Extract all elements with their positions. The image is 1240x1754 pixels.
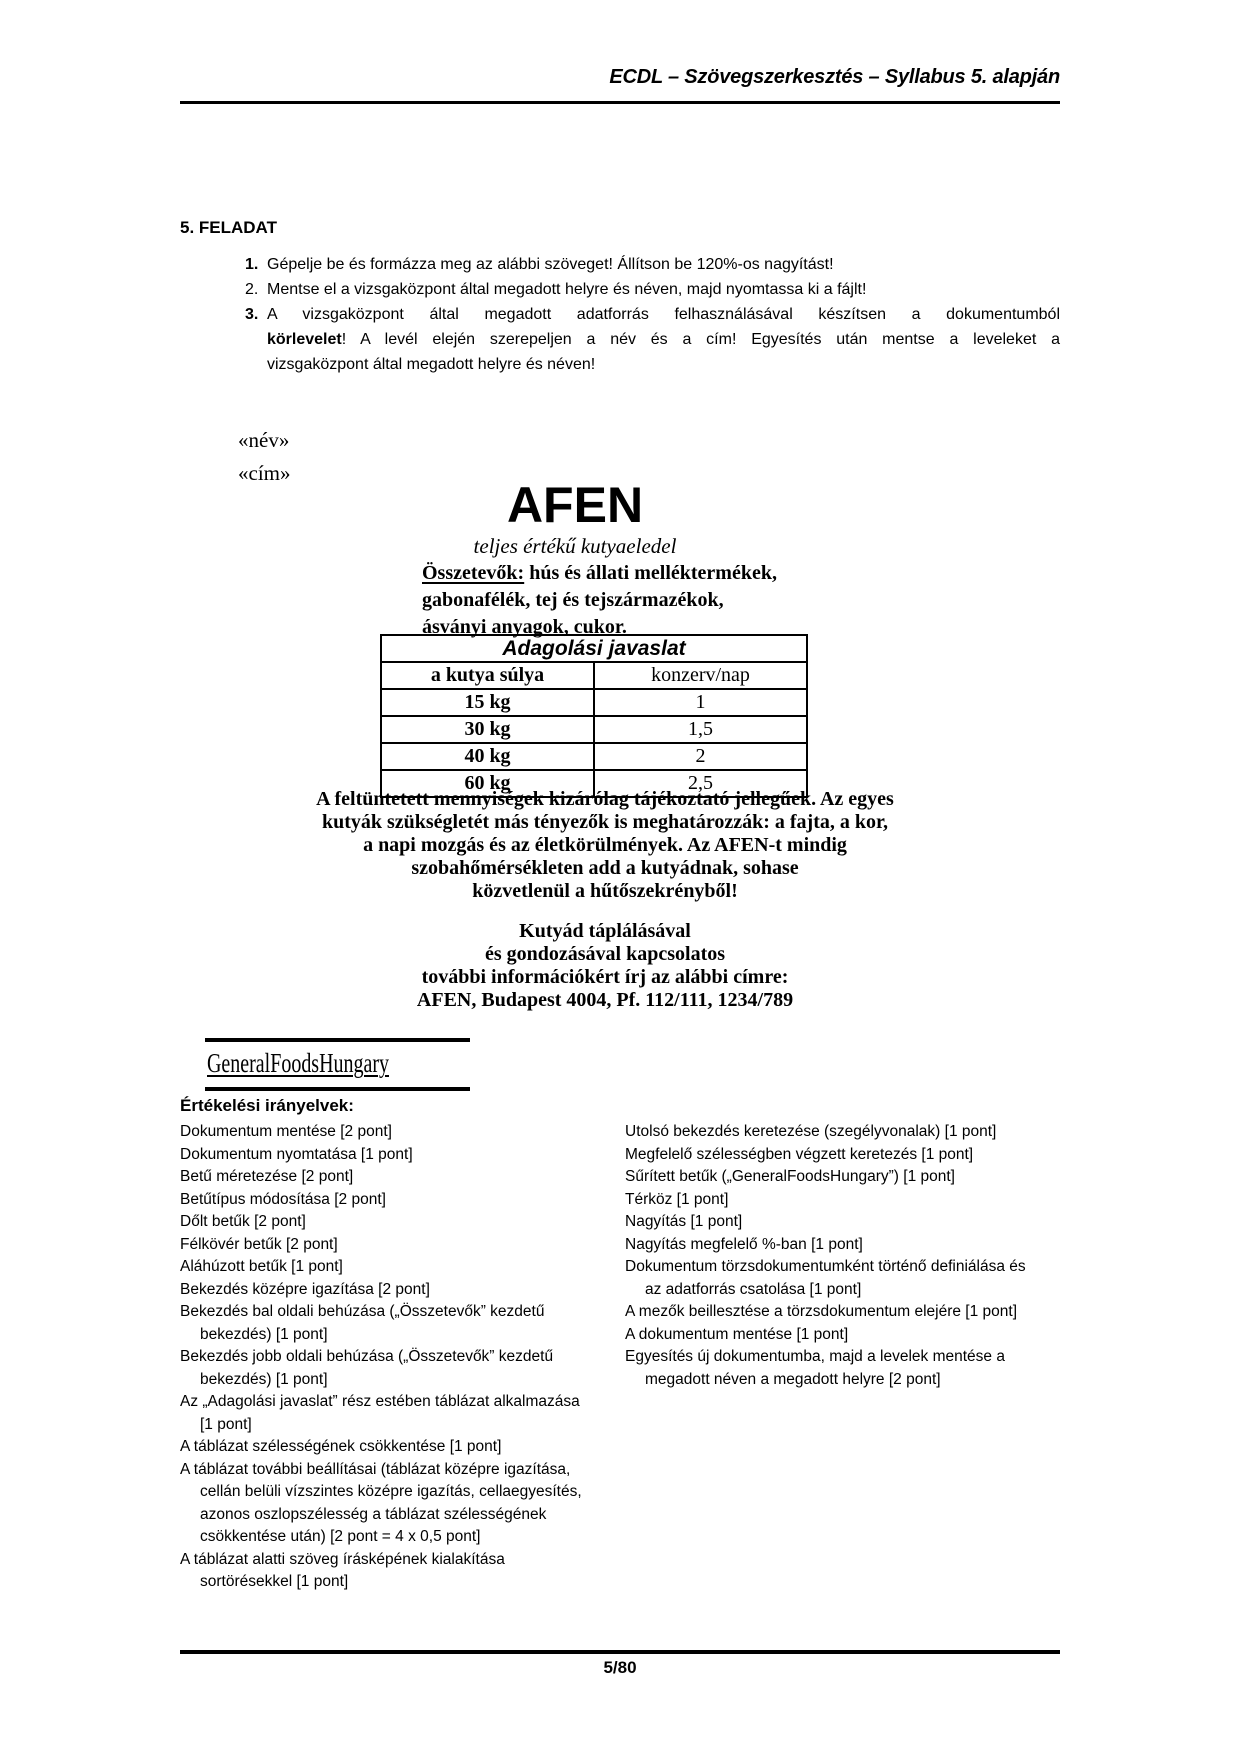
table-cell: 15 kg [381, 689, 594, 716]
eval-item-line: Nagyítás [1 pont] [625, 1213, 743, 1230]
eval-item [180, 1166, 625, 1189]
eval-item-line: Dokumentum törzsdokumentumként történő definiálása és [625, 1258, 1026, 1275]
task-item-number: 1. [245, 256, 259, 273]
task-list [180, 252, 1060, 377]
eval-item [625, 1144, 1075, 1167]
eval-item-line: Sűrített betűk („GeneralFoodsHungary”) [1 pont] [625, 1168, 955, 1185]
eval-item-line: Betűtípus módosítása [2 pont] [180, 1190, 386, 1208]
merge-fields: «név» «cím» [238, 428, 291, 485]
eval-item-line: Aláhúzott betűk [1 pont] [180, 1258, 343, 1275]
dosage-table [380, 634, 808, 798]
task-heading: 5. FELADAT [180, 218, 277, 237]
eval-item-line: Térköz [1 pont] [625, 1190, 729, 1208]
eval-item-line: A táblázat további beállításai (táblázat középre igazítása, [180, 1460, 571, 1478]
task-item-number: 2. [245, 281, 259, 298]
ingredients-label: Összetevők: [422, 562, 525, 584]
eval-item [180, 1391, 625, 1436]
eval-item-line: megadott néven a megadott helyre [2 pont] [645, 1370, 941, 1388]
eval-item [625, 1324, 1075, 1347]
eval-item [180, 1549, 625, 1594]
eval-item-line: A dokumentum mentése [1 pont] [625, 1325, 849, 1343]
eval-item-line: sortörésekkel [1 pont] [200, 1573, 349, 1590]
ingredients-first-line [422, 560, 822, 587]
eval-item [180, 1301, 625, 1346]
table-cell: 2,5 [594, 770, 807, 797]
ingredients-more-lines: gabonafélék, tej és tejszármazékok, ásványi anyagok, cukor. [422, 589, 724, 638]
product-title: AFEN [506, 477, 644, 533]
eval-item-line: A táblázat alatti szöveg írásképének kialakítása [180, 1550, 505, 1568]
eval-item-line: cellán belüli vízszintes középre igazítás, cellaegyesítés, [200, 1483, 582, 1500]
task-item-2 [180, 277, 1060, 302]
table-cell: 2 [594, 743, 807, 770]
eval-item-line: Bekezdés jobb oldali behúzása („Összetevők” kezdetű [180, 1348, 554, 1365]
eval-item-line: Dokumentum mentése [2 pont] [180, 1123, 392, 1140]
table-cell: 60 kg [381, 770, 594, 797]
eval-item [180, 1121, 625, 1144]
eval-item [625, 1211, 1075, 1234]
table-title: Adagolási javaslat [381, 635, 807, 662]
eval-item-line: Félkövér betűk [2 pont] [180, 1235, 338, 1253]
eval-item-line: Egyesítés új dokumentumba, majd a levelek mentése a [625, 1348, 1005, 1365]
task-item-line: vizsgaközpont által megadott helyre és néven! [267, 356, 596, 373]
eval-item [625, 1121, 1075, 1144]
eval-item [180, 1256, 625, 1279]
eval-item-line: csökkentése után) [2 pont = 4 x 0,5 pont] [200, 1528, 481, 1545]
eval-item [180, 1346, 625, 1391]
table-title-row [381, 635, 807, 662]
eval-item-line: Az „Adagolási javaslat” rész estében táblázat alkalmazása [180, 1393, 580, 1410]
eval-item-line: bekezdés) [1 pont] [200, 1325, 328, 1343]
eval-item [180, 1279, 625, 1302]
table-cell: 1 [594, 689, 807, 716]
eval-item [625, 1234, 1075, 1257]
eval-item-line: Utolsó bekezdés keretezése (szegélyvonalak) [1 pont] [625, 1123, 997, 1140]
eval-item-line: Dőlt betűk [2 pont] [180, 1213, 306, 1230]
eval-item-line: A mezők beillesztése a törzsdokumentum elejére [1 pont] [625, 1303, 1018, 1320]
product-subtitle: teljes értékű kutyaeledel [473, 534, 677, 558]
task-item-3 [180, 302, 1060, 377]
eval-item [180, 1211, 625, 1234]
eval-item-line: Betű méretezése [2 pont] [180, 1168, 354, 1185]
task-item-line: körlevelet! A levél elején szerepeljen a név és a cím! Egyesítés után mentse a leveleket a [267, 331, 1060, 348]
contact-paragraph: Kutyád táplálásával és gondozásával kapcsolatos további információkért írj az alábbi címre: AFEN, Budapest 4004, Pf. 112/111, 1234/789 [416, 920, 794, 1011]
page-number: 5/80 [603, 1658, 637, 1677]
footer-rule [180, 1650, 1060, 1654]
eval-item [625, 1256, 1075, 1301]
table-row [381, 716, 807, 743]
table-header-row [381, 662, 807, 689]
note-paragraph: A feltüntetett mennyiségek kizárólag tájékoztató jellegűek. Az egyes kutyák szükségletét más tényezők is meghatározzák: a fajta, a kor, a napi mozgás és az életkörülmények. Az AFEN-t mindig szobahőmérsékleten add a kutyádnak, sohase közvetlenül a hűtőszekrényből! [316, 788, 894, 902]
eval-item [625, 1189, 1075, 1212]
company-name: GeneralFoodsHungary [207, 1048, 390, 1078]
eval-item-line: A táblázat szélességének csökkentése [1 pont] [180, 1438, 502, 1455]
eval-item-line: Bekezdés középre igazítása [2 pont] [180, 1280, 430, 1298]
eval-item-line: Dokumentum nyomtatása [1 pont] [180, 1145, 413, 1163]
eval-item-line: [1 pont] [200, 1415, 252, 1433]
task-item-line: A vizsgaközpont által megadott adatforrás felhasználásával készítsen a dokumentumból [267, 306, 1060, 323]
column-header-weight: a kutya súlya [381, 662, 594, 689]
table-row [381, 743, 807, 770]
table-row [381, 689, 807, 716]
eval-item-line: bekezdés) [1 pont] [200, 1370, 328, 1388]
header-title: ECDL – Szövegszerkesztés – Syllabus 5. alapján [609, 66, 1060, 88]
eval-item-line: az adatforrás csatolása [1 pont] [645, 1280, 862, 1298]
task-item-line: Gépelje be és formázza meg az alábbi szöveget! Állítson be 120%-os nagyítást! [267, 256, 834, 273]
eval-item-line: Bekezdés bal oldali behúzása („Összetevők” kezdetű [180, 1303, 545, 1320]
table-cell: 40 kg [381, 743, 594, 770]
eval-item [625, 1346, 1075, 1391]
page-header [180, 66, 1060, 104]
eval-item [180, 1234, 625, 1257]
eval-column-left [180, 1121, 625, 1594]
eval-item [180, 1189, 625, 1212]
eval-item [180, 1459, 625, 1549]
column-header-cans: konzerv/nap [594, 662, 807, 689]
eval-item [625, 1166, 1075, 1189]
table-cell: 1,5 [594, 716, 807, 743]
eval-item [180, 1144, 625, 1167]
task-item-1 [180, 252, 1060, 277]
eval-heading: Értékelési irányelvek: [180, 1096, 354, 1115]
eval-item-line: Nagyítás megfelelő %-ban [1 pont] [625, 1235, 863, 1253]
ingredients-first-rest: hús és állati melléktermékek, [524, 562, 777, 584]
task-item-line: Mentse el a vizsgaközpont által megadott helyre és néven, majd nyomtassa ki a fájlt! [267, 281, 867, 298]
eval-column-right [625, 1121, 1075, 1391]
task-item-number: 3. [245, 306, 259, 323]
eval-item [625, 1301, 1075, 1324]
eval-item-line: Megfelelő szélességben végzett keretezés [1 pont] [625, 1145, 974, 1163]
eval-item-line: azonos oszlopszélesség a táblázat szélességének [200, 1505, 547, 1523]
table-cell: 30 kg [381, 716, 594, 743]
eval-item [180, 1436, 625, 1459]
ingredients-paragraph [422, 560, 822, 641]
company-framed-paragraph [205, 1038, 470, 1091]
